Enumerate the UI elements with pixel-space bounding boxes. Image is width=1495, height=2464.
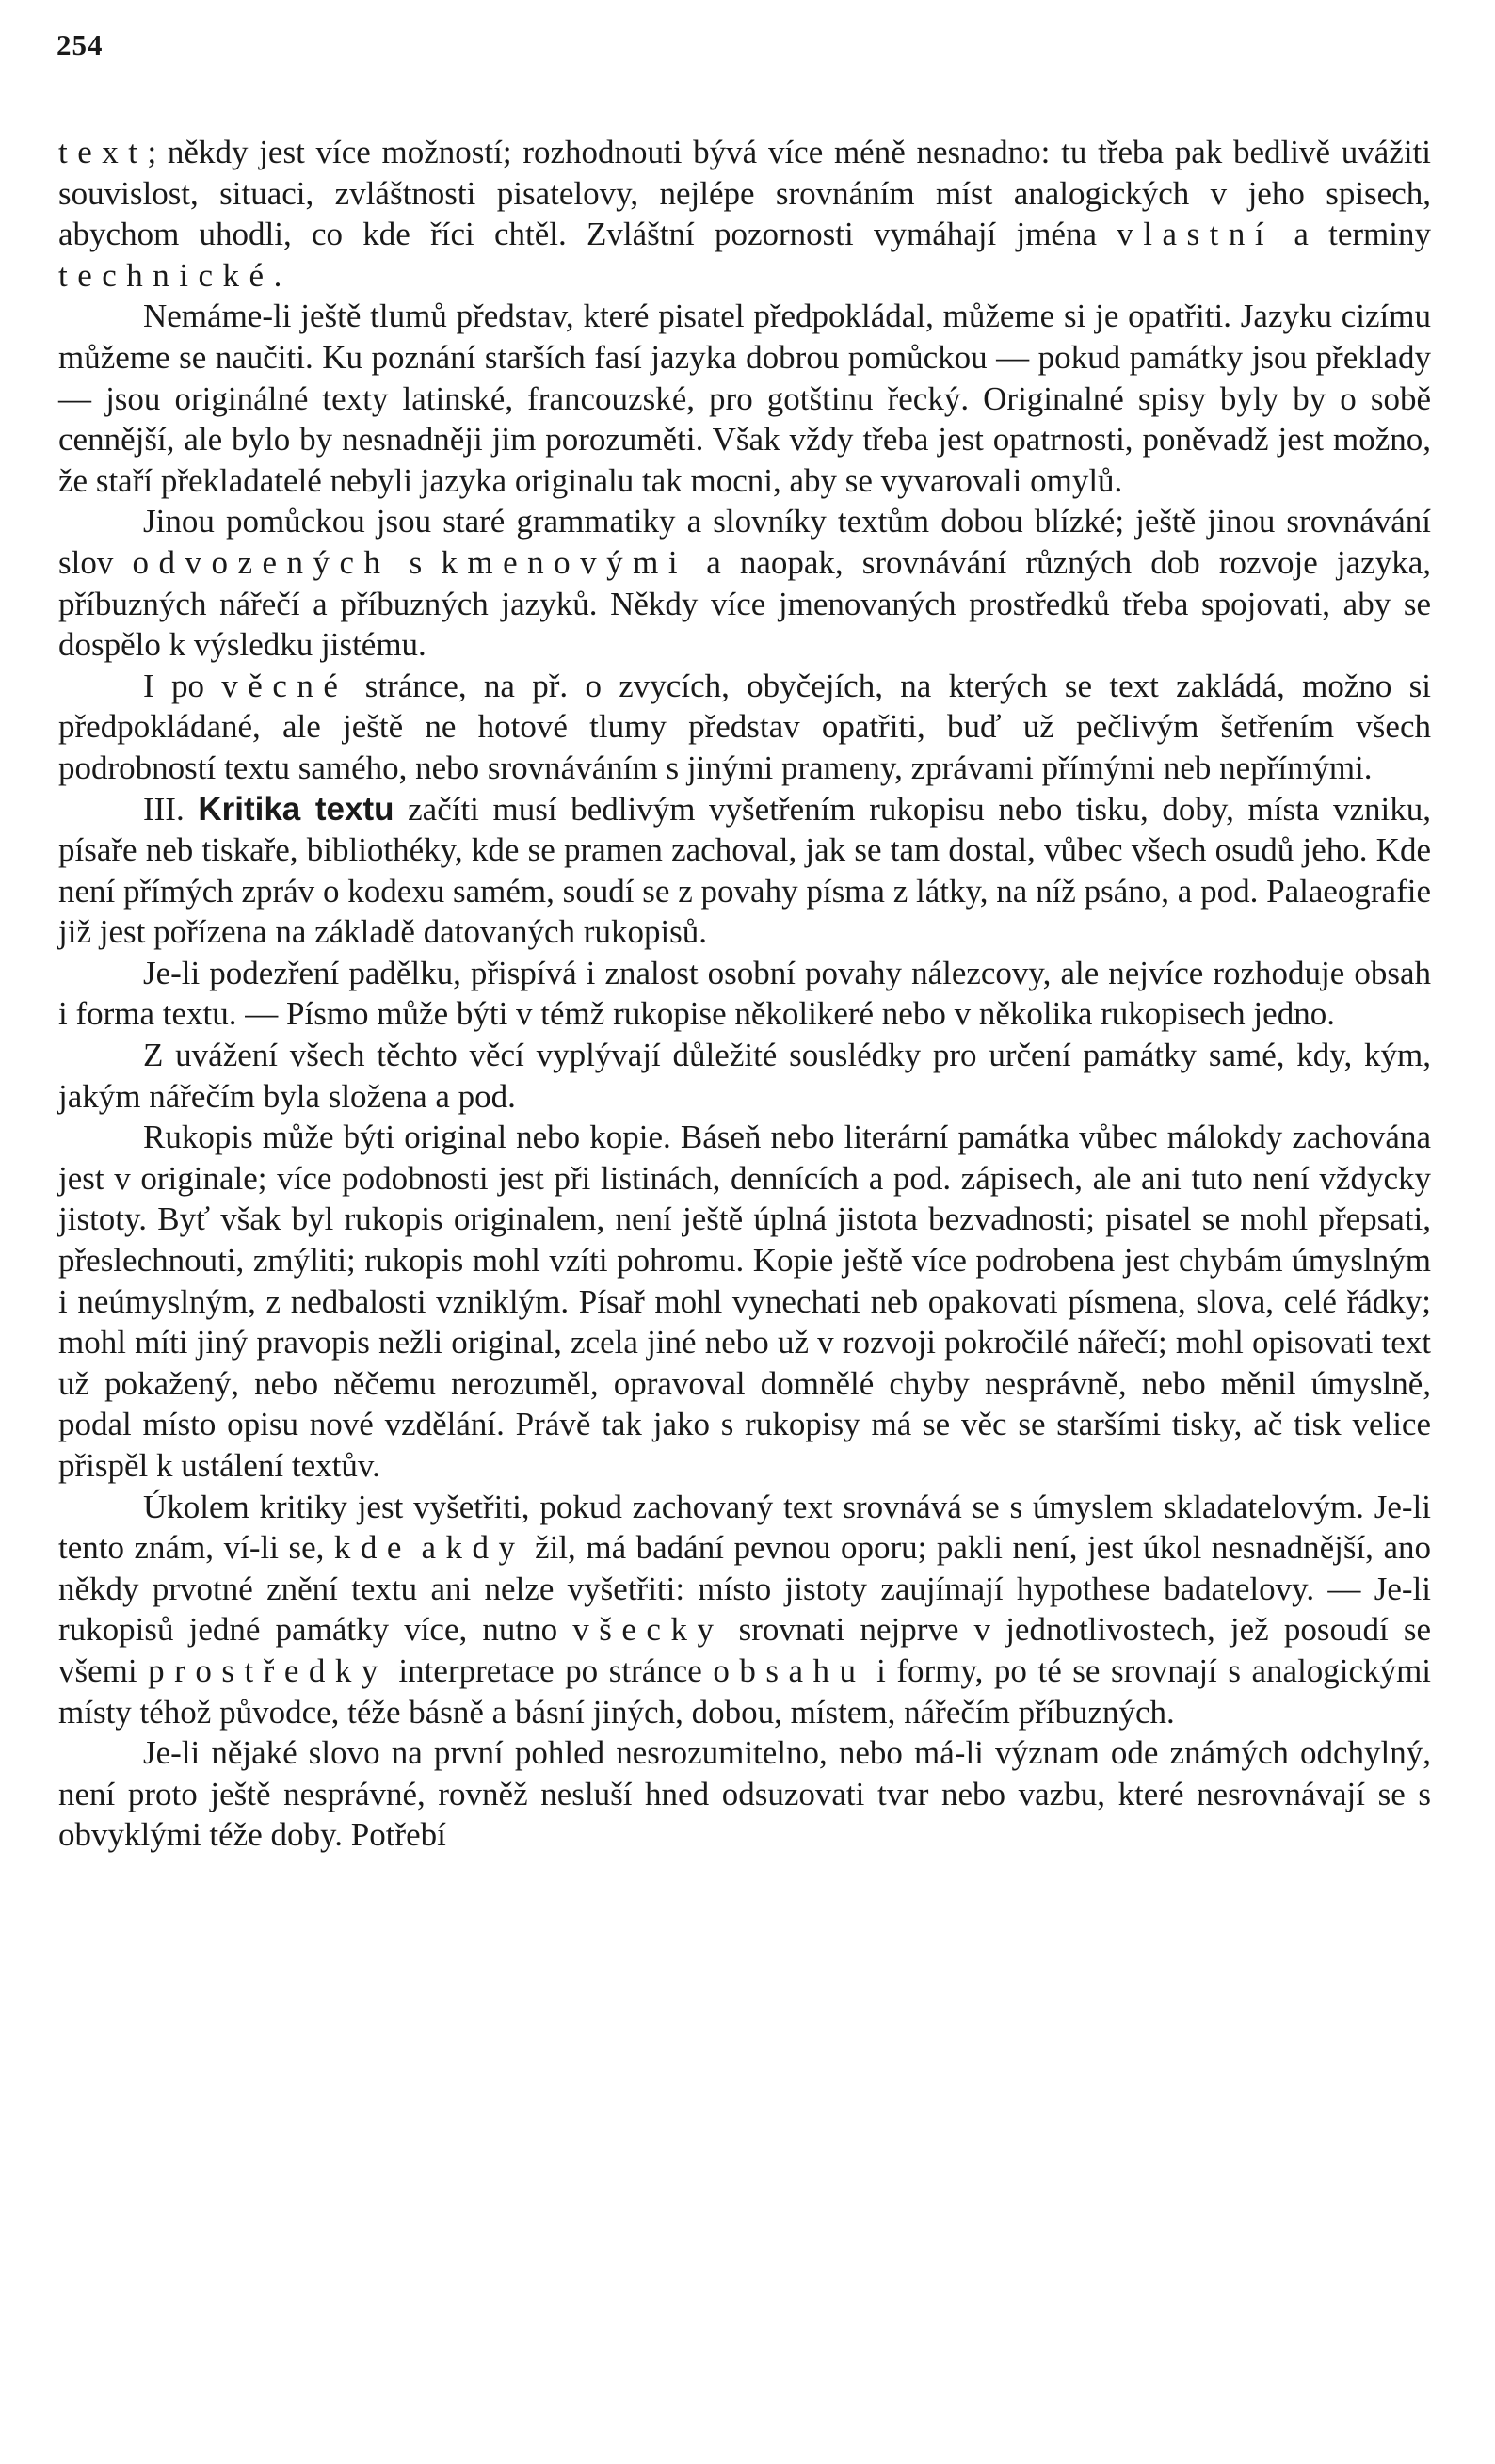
spaced-emphasis: věcné [221,667,348,704]
text-run: ; někdy jest více možností; rozhodnouti bývá více méně nesnadno: tu třeba pak bedlivě uvážiti souvislost, situaci, zvláštnosti pisatelovy, nejlépe srovnáním míst analogických v jeho spisech, abychom uhodli, co kde říci chtěl. Zvláštní pozornosti vymáhají jména [58,134,1431,253]
paragraph [58,789,1431,953]
spaced-emphasis: všecky [572,1611,724,1649]
spaced-emphasis: kmenovými [441,543,688,581]
text-run: i formy, po té se srovnají s analogickými místy téhož původce, téže básně a básní jiných, dobou, místem, nářečím příbuzných. [58,1651,1432,1731]
text-run: a naopak, srovnávání různých dob rozvoje jazyka, příbuzných nářečí a příbuzných jazyků. Někdy více jmenovaných prostředků třeba spojovati, aby se dospělo k výsledku jistému. [58,543,1431,664]
text-run: I po [143,667,222,704]
section-heading: Kritika textu [198,790,394,828]
body-text [58,132,1431,1856]
paragraph [58,953,1431,1035]
spaced-emphasis: vlastní [1117,216,1275,253]
text-run: srovnati nejprve v jednotlivostech, jež posoudí se všemi [58,1611,1431,1689]
page-number: 254 [56,28,104,61]
text-run: začíti musí bedlivým vyšetřením rukopisu nebo tisku, doby, místa vzniku, písaře neb tiskaře, bibliothéky, kde se pramen zachoval, jak se tam dostal, vůbec všech osudů jeho. Kde není přímých zpráv o kodexu samém, soudí se z povahy písma z látky, na níž psáno, a pod. Palaeografie již jest pořízena na základě datovaných rukopisů. [58,790,1431,951]
text-run: Jinou pomůckou jsou staré grammatiky a slovníky textům dobou blízké; ještě jinou srovnávání slov [58,503,1431,581]
paragraph [58,1732,1431,1856]
text-run: stránce, na př. o zvycích, obyčejích, na kterých se text zakládá, možno si předpokládané, ale ještě ne hotové tlumy představ opatřiti, buď už pečlivým šetřením všech podrobností textu samého, nebo srovnáváním s jinými prameny, zprávami přímými neb nepřímými. [58,667,1432,786]
text-run: III. [143,790,199,828]
paragraph [58,501,1431,665]
text-run: Je-li podezření padělku, přispívá i znalost osobní povahy nálezcovy, ale nejvíce rozhoduje obsah i forma textu. — Písmo může býti v témž rukopise několikeré nebo v několika rukopisech jedno. [58,954,1431,1033]
paragraph [58,132,1431,296]
text-run: žil, má badání pevnou oporu; pakli není, jest úkol nesnadnější, ano někdy prvotné znění textu ani nelze vyšetřiti: místo jistoty zaujímají hypothese badatelovy. — Je-li rukopisů jedné památky více, nutno [58,1529,1431,1649]
text-run: Z uvážení všech těchto věcí vyplývají důležité souslédky pro určení památky samé, kdy, kým, jakým nářečím byla složena a pod. [58,1037,1431,1115]
paragraph [58,1035,1431,1117]
text-run: s [390,543,442,581]
text-run: a terminy [1274,216,1431,253]
paragraph [58,666,1431,789]
spaced-emphasis: kde [333,1529,411,1567]
spaced-emphasis: technické [58,256,274,294]
spaced-emphasis: prostředky [148,1651,388,1689]
text-run: a [410,1529,446,1567]
spaced-emphasis: odvozených [132,543,391,581]
text-run: Je-li nějaké slovo na první pohled nesrozumitelno, nebo má-li význam ode známých odchylný, není proto ještě nesprávné, rovněž nesluší hned odsuzovati tvar nebo vazbu, které nesrovnávají se s obvyklými téže doby. Potřebí [58,1734,1431,1854]
paragraph [58,296,1431,501]
spaced-emphasis: text [58,134,148,170]
text-run: Rukopis může býti original nebo kopie. Báseň nebo literární památka vůbec málokdy zachována jest v originale; více podobnosti jest při listinách, dennících a pod. zápisech, ale ani tuto není vždycky jistoty. Byť však byl rukopis originalem, není ještě úplná jistota bezvadnosti; pisatel se mohl přepsati, přeslechnouti, zmýliti; rukopis mohl vzíti pohromu. Kopie ještě více podrobena jest chybám úmyslným i neúmyslným, z nedbalosti vzniklým. Písař mohl vynechati neb opakovati písmena, slova, celé řádky; mohl míti jiný pravopis nežli original, zcela jiné nebo už v rozvoji pokročilé nářečí; mohl opisovati text už pokažený, nebo něčemu nerozuměl, opravoval domnělé chyby nesprávně, nebo měnil úmyslně, podal místo opisu nové vzdělání. Právě tak jako s rukopisy má se věc se staršími tisky, ač tisk velice přispěl k ustálení textův. [58,1119,1431,1484]
text-run: Nemáme-li ještě tlumů představ, které pisatel předpokládal, můžeme si je opatřiti. Jazyku cizímu můžeme se naučiti. Ku poznání starších fasí jazyka dobrou pomůckou — pokud památky jsou překlady — jsou originálné texty latinské, francouzské, pro gotštinu řecký. Originalné spisy byly by o sobě cennější, ale bylo by nesnadněji jim porozuměti. Však vždy třeba jest opatrnosti, poněvadž jest možno, že staří překladatelé nebyli jazyka originalu tak mocni, aby se vyvarovali omylů. [58,298,1431,499]
paragraph [58,1487,1431,1733]
text-run: . [273,256,282,294]
text-run: Úkolem kritiky jest vyšetřiti, pokud zachovaný text srovnává se s úmyslem skladatelovým. Je-li tento znám, ví-li se, [58,1488,1431,1567]
paragraph [58,1117,1431,1486]
text-run: interpretace po stránce [387,1651,714,1689]
spaced-emphasis: kdy [445,1529,525,1567]
spaced-emphasis: obsahu [713,1651,866,1689]
